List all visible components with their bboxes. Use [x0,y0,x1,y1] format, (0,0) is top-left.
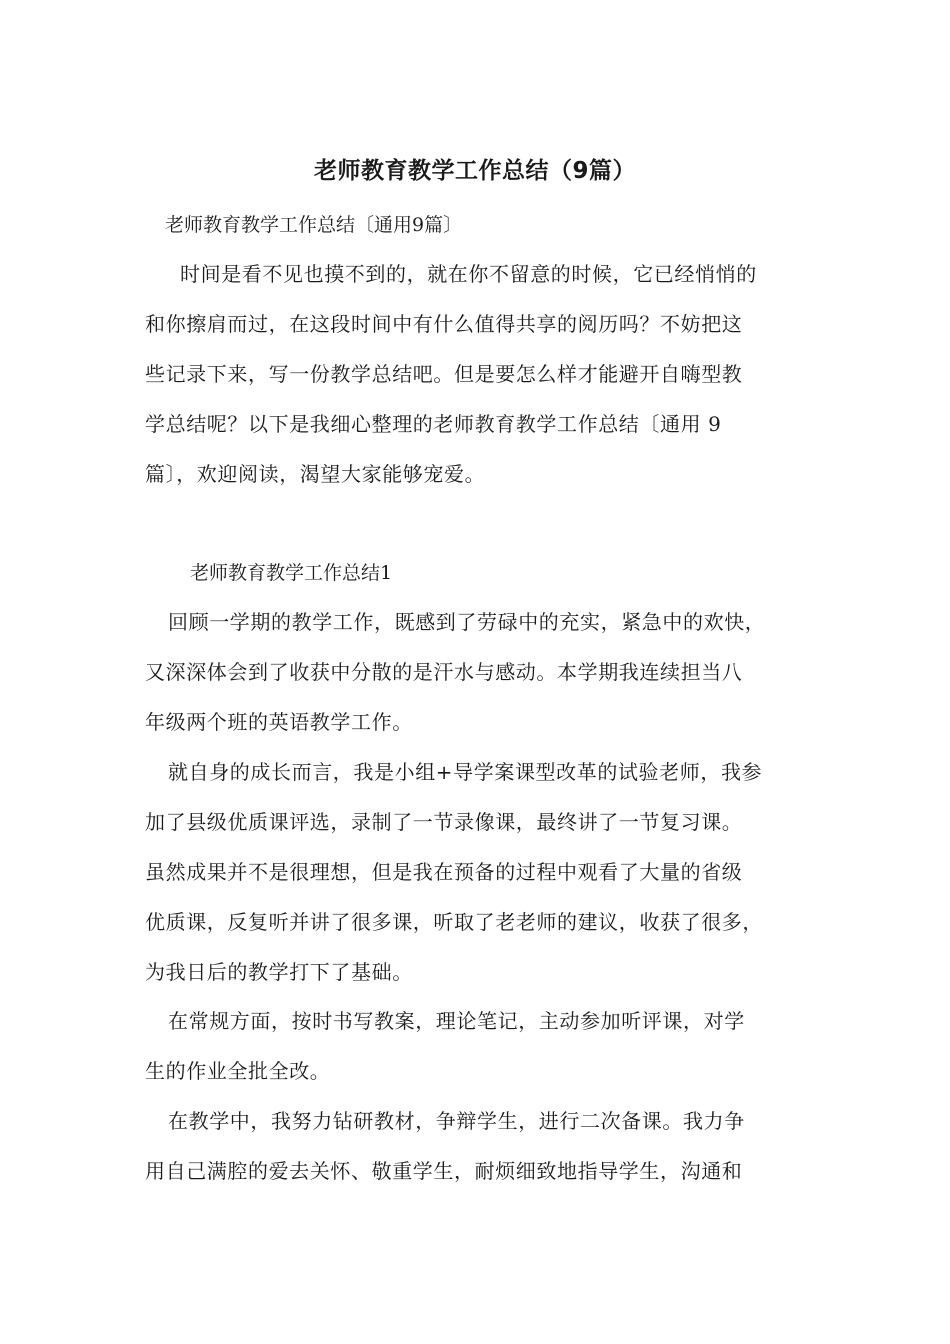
intro-line: 和你擦肩而过，在这段时间中有什么值得共享的阅历吗？不妨把这 [145,312,743,336]
intro-line: 学总结呢？以下是我细心整理的老师教育教学工作总结〔通用 9 [145,412,722,436]
body-line: 用自己满腔的爱去关怀、敬重学生，耐烦细致地指导学生，沟通和 [145,1159,743,1183]
document-subtitle: 老师教育教学工作总结〔通用9篇〕 [165,214,463,236]
body-line: 在常规方面，按时书写教案，理论笔记，主动参加听评课，对学 [168,1009,745,1033]
section-heading: 老师教育教学工作总结1 [190,562,393,584]
body-line: 又深深体会到了收获中分散的是汗水与感动。本学期我连续担当八 [145,660,743,684]
body-line: 就自身的成长而言，我是小组+导学案课型改革的试验老师，我参 [168,760,763,784]
intro-line: 篇〕，欢迎阅读，渴望大家能够宠爱。 [145,462,486,486]
document-title: 老师教育教学工作总结（9篇） [313,158,636,184]
body-line: 为我日后的教学打下了基础。 [145,960,413,984]
body-line: 虽然成果并不是很理想，但是我在预备的过程中观看了大量的省级 [145,860,743,884]
body-line: 回顾一学期的教学工作，既感到了劳碌中的充实，紧急中的欢快， [168,610,766,634]
body-line: 在教学中，我努力钻研教材，争辩学生，进行二次备课。我力争 [168,1109,745,1133]
intro-line: 些记录下来，写一份教学总结吧。但是要怎么样才能避开自嗨型教 [145,362,743,386]
body-line: 加了县级优质课评选，录制了一节录像课，最终讲了一节复习课。 [145,810,743,834]
body-line: 优质课，反复听并讲了很多课，听取了老老师的建议，收获了很多， [145,910,763,934]
body-line: 生的作业全批全改。 [145,1059,331,1083]
intro-line: 时间是看不见也摸不到的，就在你不留意的时候，它已经悄悄的 [180,262,757,286]
body-line: 年级两个班的英语教学工作。 [145,710,413,734]
